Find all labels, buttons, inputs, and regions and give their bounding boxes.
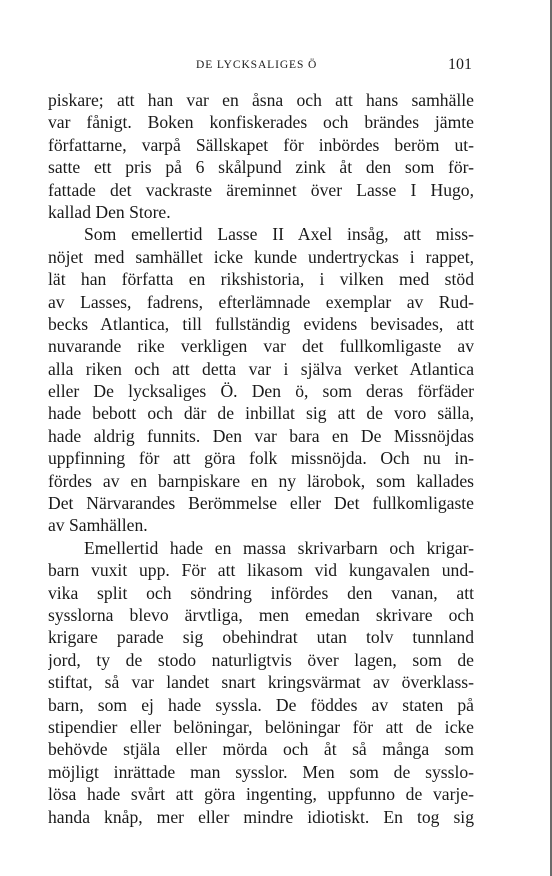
running-head — [0, 56, 552, 76]
body-text — [48, 89, 474, 828]
text-line: lät han författa en rikshistoria, i vilken med stöd — [48, 269, 474, 290]
text-line: piskare; att han var en åsna och att hans samhälle — [48, 90, 474, 110]
text-line: Det Närvarandes Berömmelse eller Det fullkomligaste — [48, 493, 474, 514]
running-title: DE LYCKSALIGES Ö — [196, 59, 318, 71]
text-line: sysslorna blevo ärvtliga, men emedan skrivare och — [48, 604, 474, 625]
text-line: stiftat, så var landet snart kringsvärmat av överklass- — [48, 672, 474, 693]
text-line: nöjet med samhället icke kunde undertryckas i rappet, — [48, 246, 474, 267]
text-line: fattade det vackraste äreminnet över Lasse I Hugo, — [48, 179, 474, 200]
text-line: uppfinning för att göra folk missnöjda. Och nu in- — [48, 448, 474, 469]
paragraph-first-line: Som emellertid Lasse II Axel insåg, att miss- — [84, 224, 474, 245]
text-line: barn vuxit upp. För att likasom vid kungavalen und- — [48, 560, 474, 581]
text-line: satte ett pris på 6 skålpund zink åt den som för- — [48, 157, 474, 178]
text-line: var fånigt. Boken konfiskerades och brändes jämte — [48, 112, 474, 133]
text-line: kallad Den Store. — [48, 201, 171, 222]
text-line: möjligt inrättade man sysslor. Men som de sysslo- — [48, 761, 474, 782]
text-line: barn, som ej hade syssla. De föddes av staten på — [48, 694, 474, 715]
text-line: lösa hade svårt att göra ingenting, uppfunno de varje- — [48, 784, 474, 805]
text-line: eller De lycksaliges Ö. Den ö, som deras förfäder — [48, 381, 474, 402]
text-line: hade bebott och där de inbillat sig att de voro sälla, — [48, 403, 474, 424]
text-line: av Samhällen. — [48, 515, 148, 536]
paragraph-first-line: Emellertid hade en massa skrivarbarn och krigar- — [84, 537, 474, 558]
text-line: stipendier eller belöningar, belöningar för att de icke — [48, 716, 474, 737]
text-line: jord, ty de stodo naturligtvis över lagen, som de — [48, 649, 474, 670]
text-line: krigare parade sig obehindrat utan tolv tunnland — [48, 627, 474, 648]
text-line: becks Atlantica, till fullständig evidens bevisades, att — [48, 313, 474, 334]
text-line: vika split och söndring infördes den vanan, att — [48, 582, 474, 603]
text-line: alla riken och att detta var i själva verket Atlantica — [48, 358, 474, 379]
text-line: handa knåp, mer eller mindre idiotiskt. En tog sig — [48, 806, 474, 827]
text-line: hade aldrig funnits. Den var bara en De Missnöjdas — [48, 425, 474, 446]
text-line: fördes av en barnpiskare en ny lärobok, som kallades — [48, 470, 474, 491]
page-number: 101 — [448, 56, 472, 73]
text-line: författarne, varpå Sällskapet för inbördes beröm ut- — [48, 134, 474, 155]
text-line: nuvarande rike verkligen var det fullkomligaste av — [48, 336, 474, 357]
text-line: av Lasses, fadrens, efterlämnade exemplar av Rud- — [48, 291, 474, 312]
text-line: behövde stjäla eller mörda och åt så många som — [48, 739, 474, 760]
